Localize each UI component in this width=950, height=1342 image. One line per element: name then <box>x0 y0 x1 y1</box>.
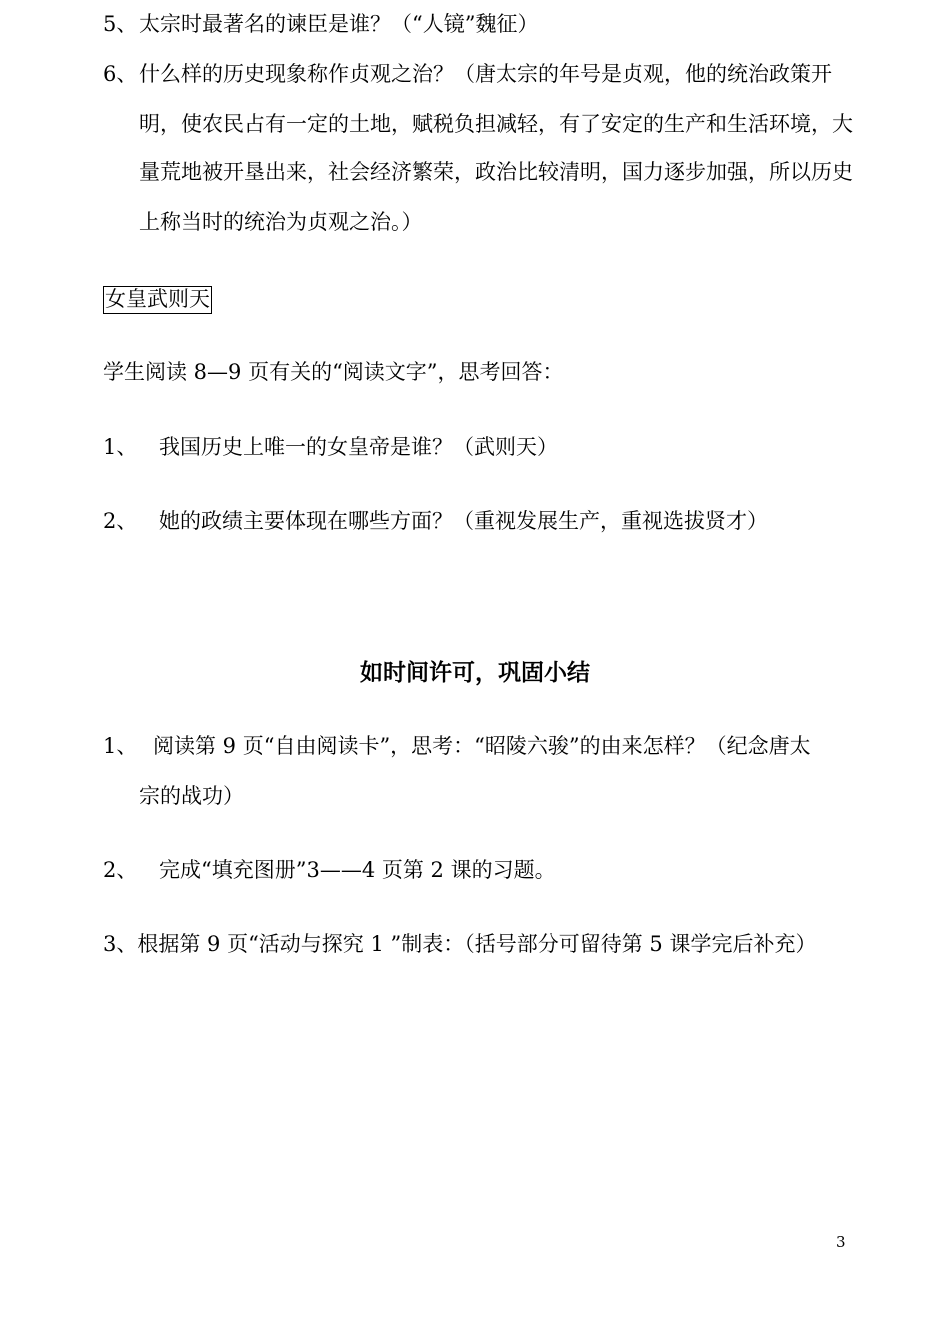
summary-item-2-number: 2、 <box>103 858 138 882</box>
summary-item-1-line-2: 宗的战功） <box>139 784 244 808</box>
summary-item-2-text: 完成“填充图册”3——4 页第 2 课的习题。 <box>159 858 556 882</box>
q6-text-line-2: 明，使农民占有一定的土地，赋税负担减轻，有了安定的生产和生活环境，大 <box>139 112 853 136</box>
page-number: 3 <box>836 1233 846 1251</box>
q6-text-line-4: 上称当时的统治为贞观之治。） <box>139 210 423 234</box>
wu-q1-number: 1、 <box>103 435 138 459</box>
wu-q1-text: 我国历史上唯一的女皇帝是谁？（武则天） <box>159 435 558 459</box>
reading-intro: 学生阅读 8—9 页有关的“阅读文字”，思考回答： <box>103 360 564 384</box>
q6-text-line-3: 量荒地被开垦出来，社会经济繁荣，政治比较清明，国力逐步加强，所以历史 <box>139 160 853 184</box>
section-title-boxed: 女皇武则天 <box>103 286 212 314</box>
q6-text-line-1: 什么样的历史现象称作贞观之治？（唐太宗的年号是贞观，他的统治政策开 <box>139 62 832 86</box>
summary-heading: 如时间许可，巩固小结 <box>360 659 590 686</box>
summary-item-3-text: 3、根据第 9 页“活动与探究 1 ”制表：（括号部分可留待第 5 课学完后补充） <box>103 932 817 956</box>
q5-text: 太宗时最著名的谏臣是谁？（“人镜”魏征） <box>139 12 539 36</box>
q5-number: 5、 <box>103 12 138 36</box>
summary-item-1-line-1: 阅读第 9 页“自由阅读卡”，思考：“昭陵六骏”的由来怎样？（纪念唐太 <box>153 734 811 758</box>
wu-q2-text: 她的政绩主要体现在哪些方面？（重视发展生产，重视选拔贤才） <box>159 509 768 533</box>
wu-q2-number: 2、 <box>103 509 138 533</box>
q6-number: 6、 <box>103 62 138 86</box>
summary-item-1-number: 1、 <box>103 734 138 758</box>
